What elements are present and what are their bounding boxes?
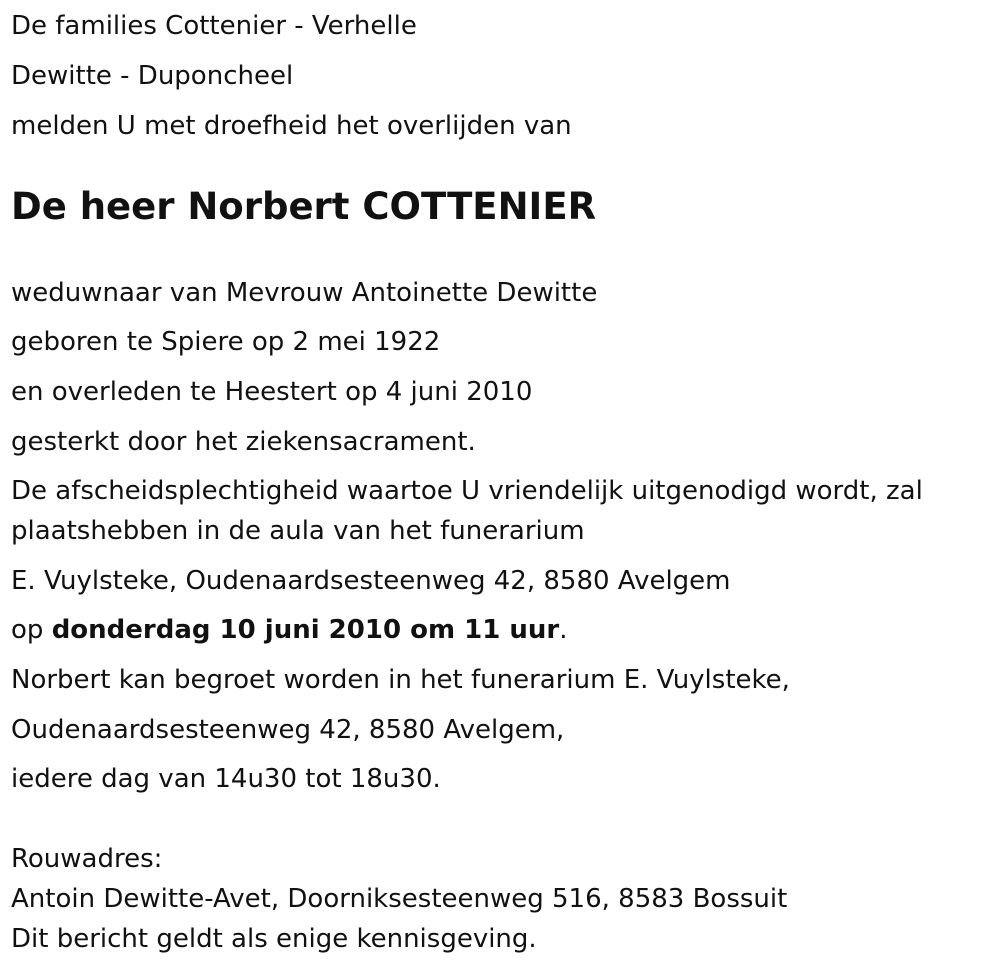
ceremony-date-line [11, 612, 567, 648]
deceased-name-title: De heer Norbert COTTENIER [11, 185, 597, 228]
mourning-address-label: Rouwadres: [11, 844, 163, 874]
visitation-line-2: Oudenaardsesteenweg 42, 8580 Avelgem, [11, 715, 565, 745]
birth-line: geboren te Spiere op 2 mei 1922 [11, 327, 441, 357]
intro-families-line: De families Cottenier - Verhelle [11, 11, 417, 41]
mourning-address: Antoin Dewitte-Avet, Doorniksesteenweg 516, 8583 Bossuit [11, 884, 788, 914]
intro-announcement-line: melden U met droefheid het overlijden van [11, 111, 572, 141]
ceremony-date-time: donderdag 10 juni 2010 om 11 uur [51, 615, 560, 645]
ceremony-line-1: De afscheidsplechtigheid waartoe U vriendelijk uitgenodigd wordt, zal [11, 476, 923, 506]
ceremony-line-2: plaatshebben in de aula van het funerarium [11, 516, 585, 546]
sacrament-line: gesterkt door het ziekensacrament. [11, 427, 476, 457]
intro-families-line-2: Dewitte - Duponcheel [11, 61, 294, 91]
ceremony-date-prefix: op [11, 615, 52, 645]
notice-line: Dit bericht geldt als enige kennisgeving. [11, 924, 537, 954]
death-line: en overleden te Heestert op 4 juni 2010 [11, 377, 533, 407]
visitation-line-1: Norbert kan begroet worden in het funerarium E. Vuylsteke, [11, 665, 790, 695]
visitation-hours-line: iedere dag van 14u30 tot 18u30. [11, 764, 441, 794]
ceremony-date-suffix: . [559, 615, 568, 645]
funeral-home-address: E. Vuylsteke, Oudenaardsesteenweg 42, 8580 Avelgem [11, 566, 731, 596]
widower-line: weduwnaar van Mevrouw Antoinette Dewitte [11, 278, 598, 308]
